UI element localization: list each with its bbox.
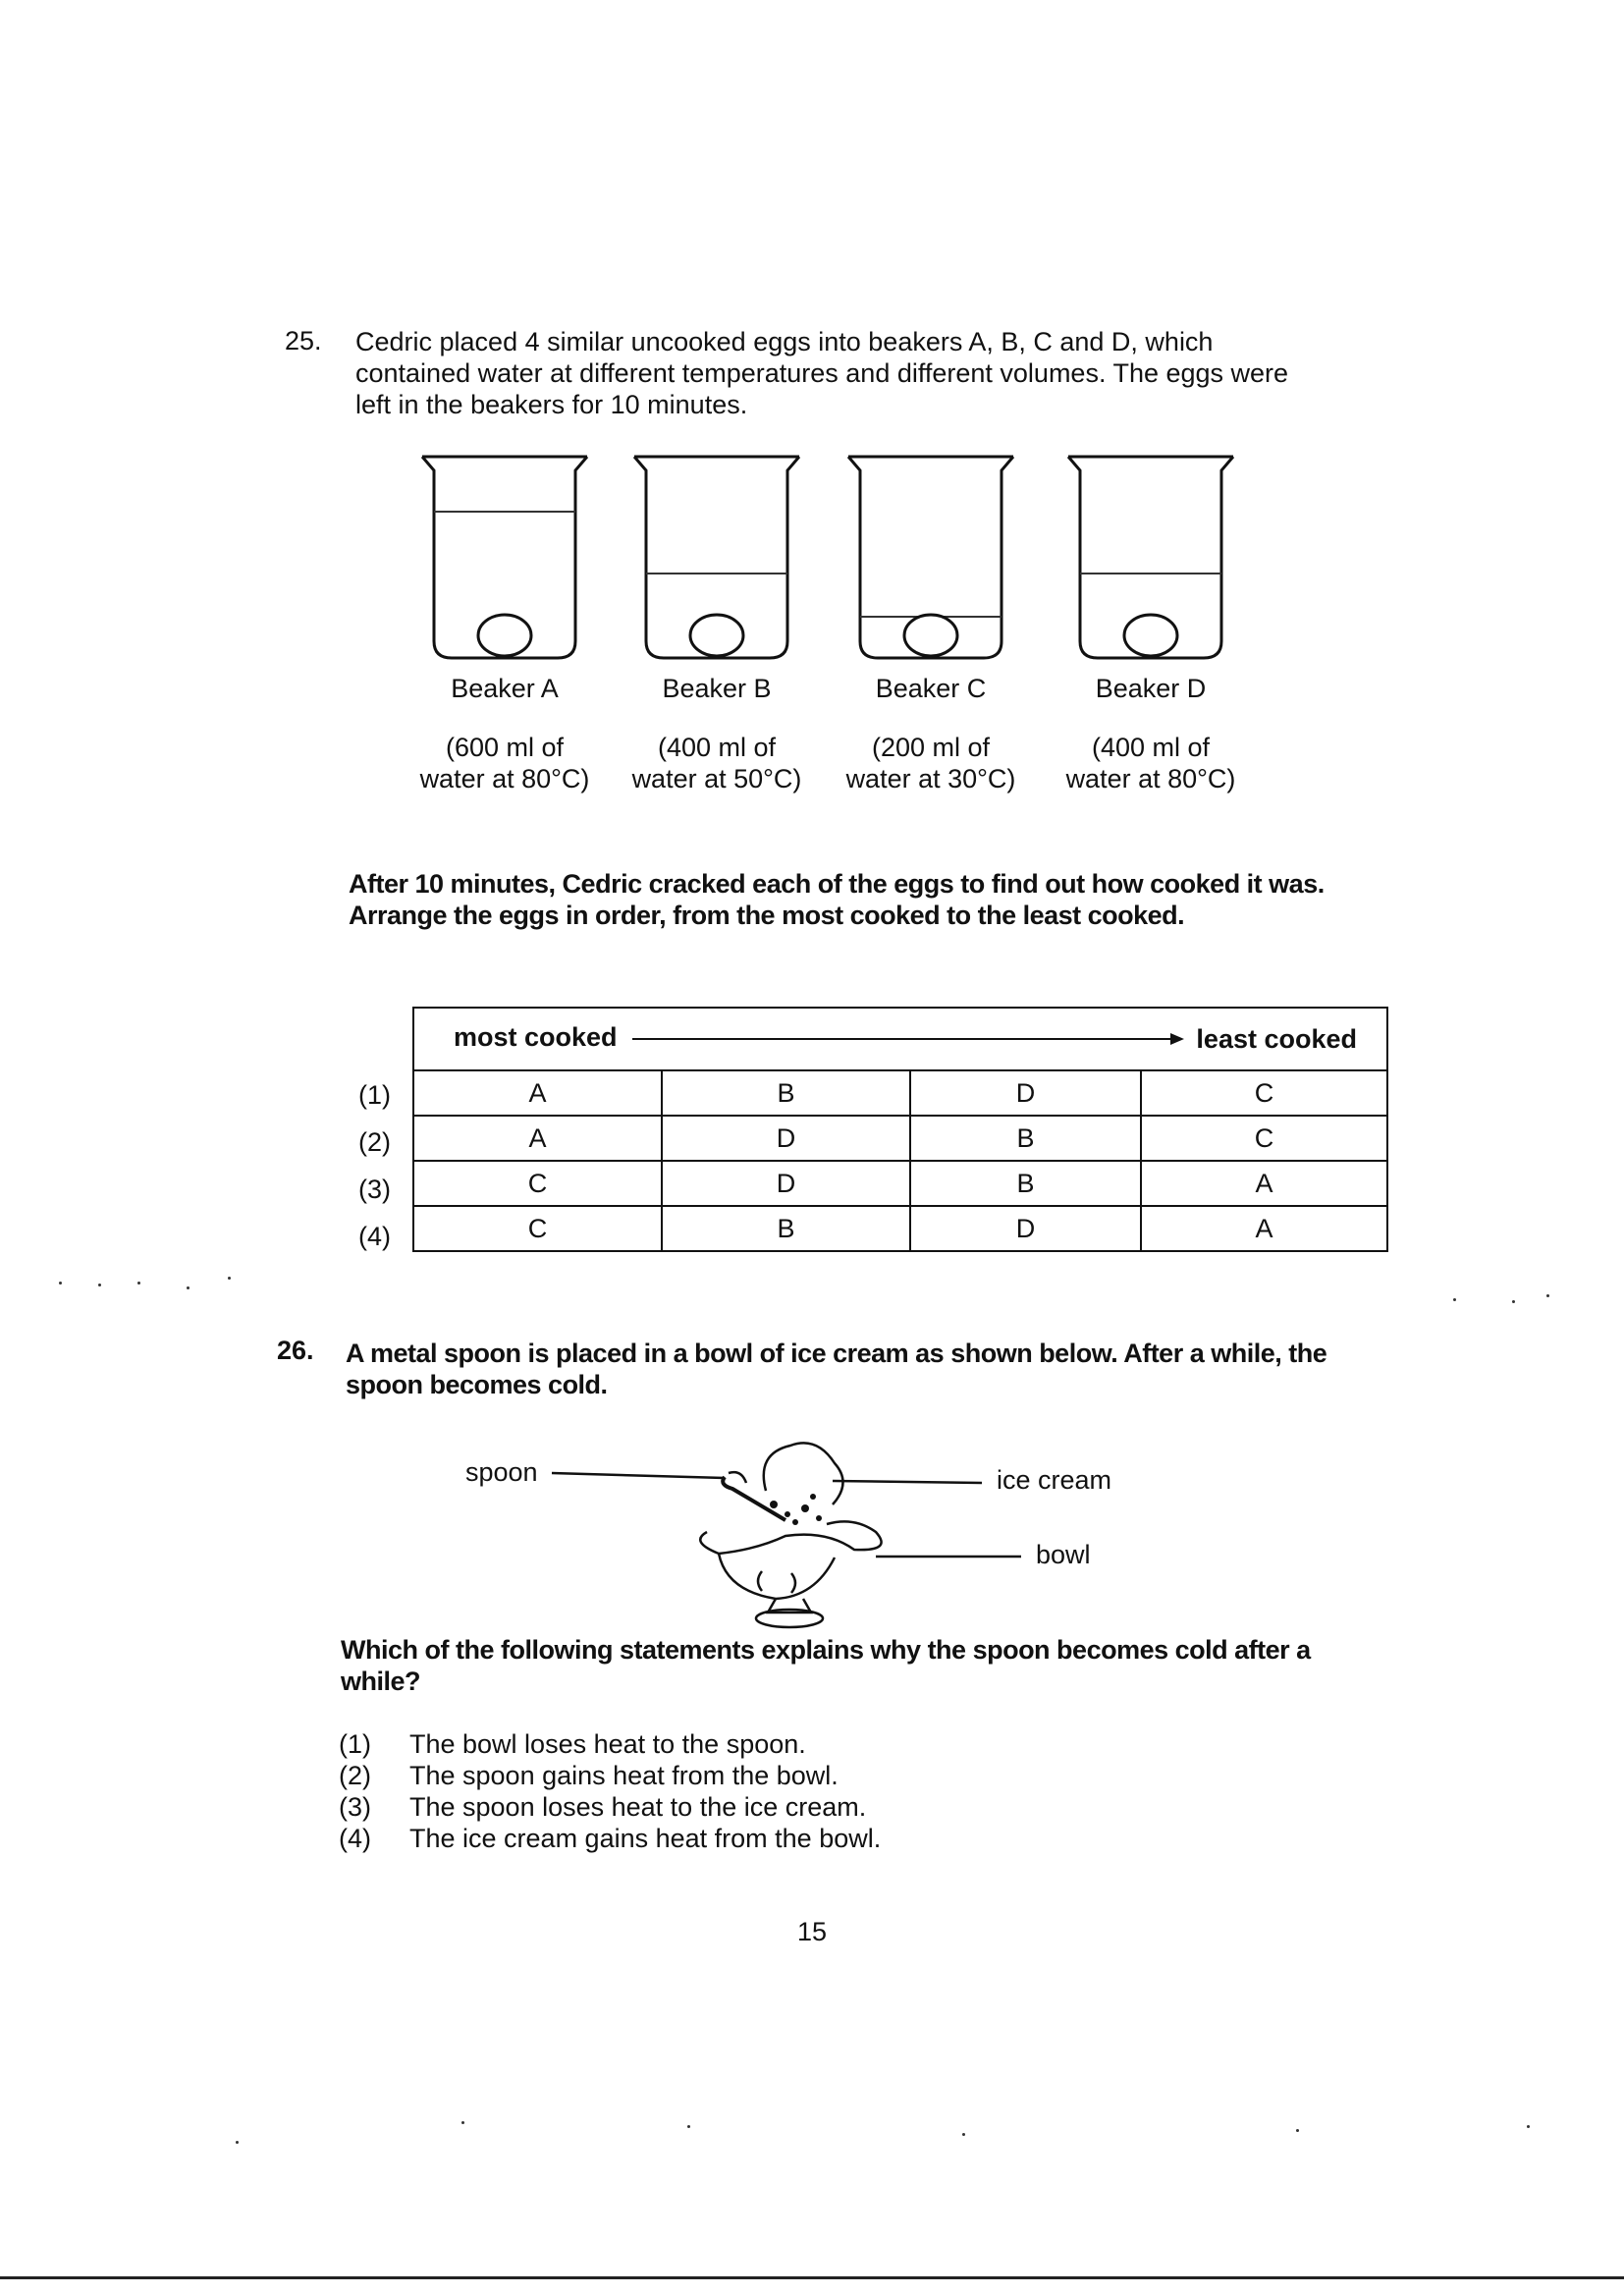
beaker-temperature: water at 80°C) xyxy=(1065,764,1236,793)
scan-speck xyxy=(59,1282,62,1285)
table-cell: A xyxy=(1141,1206,1387,1251)
scan-speck xyxy=(461,2121,464,2124)
option-label: (1) xyxy=(358,1080,391,1110)
table-row[interactable] xyxy=(413,1161,1387,1206)
beaker-description xyxy=(619,732,815,794)
table-cell: C xyxy=(413,1206,662,1251)
least-cooked-label: least cooked xyxy=(1196,1024,1357,1054)
q26-number: 26. xyxy=(277,1336,314,1365)
egg-icon xyxy=(904,615,957,656)
q25-instruction-line: Arrange the eggs in order, from the most cooked to the least cooked. xyxy=(349,901,1185,930)
scan-speck xyxy=(187,1286,189,1289)
q25-instruction-line: After 10 minutes, Cedric cracked each of the eggs to find out how cooked it was. xyxy=(349,869,1325,899)
q25-text xyxy=(355,326,1396,420)
q26-options xyxy=(339,1728,881,1854)
option-labels xyxy=(358,1073,391,1262)
beaker-volume: (600 ml of xyxy=(445,733,565,762)
scan-speck xyxy=(1296,2129,1299,2132)
table-header-row xyxy=(413,1008,1387,1070)
option-label: (2) xyxy=(358,1127,391,1157)
table-cell: C xyxy=(1141,1070,1387,1116)
ice-cream-bowl-diagram xyxy=(461,1434,1149,1630)
scan-speck xyxy=(1453,1298,1456,1301)
beaker-d-icon xyxy=(1062,447,1239,668)
option-text: The spoon gains heat from the bowl. xyxy=(409,1761,839,1790)
table-cell: C xyxy=(413,1161,662,1206)
option-text: The spoon loses heat to the ice cream. xyxy=(409,1792,867,1822)
table-cell: B xyxy=(662,1070,910,1116)
beaker-a-icon xyxy=(416,447,593,668)
option-text: The ice cream gains heat from the bowl. xyxy=(409,1824,882,1853)
beaker-volume: (200 ml of xyxy=(871,733,991,762)
scan-speck xyxy=(98,1284,101,1286)
option-number: (4) xyxy=(339,1824,371,1853)
bowl-label: bowl xyxy=(1036,1540,1091,1569)
scan-speck xyxy=(228,1277,231,1280)
q25-number: 25. xyxy=(285,326,322,355)
q25-line: contained water at different temperatures and different volumes. The eggs were xyxy=(355,358,1289,388)
beaker-name: Beaker B xyxy=(662,674,772,703)
scan-speck xyxy=(236,2141,239,2144)
beaker-temperature: water at 80°C) xyxy=(419,764,590,793)
beaker-volume: (400 ml of xyxy=(1091,733,1211,762)
scan-speck xyxy=(137,1282,140,1285)
beaker-description xyxy=(1053,732,1249,794)
option-label: (3) xyxy=(358,1175,391,1204)
ice-cream-bowl-icon xyxy=(461,1434,1149,1630)
q26-question-line: Which of the following statements explains why the spoon becomes cold after a xyxy=(341,1635,1311,1665)
egg-icon xyxy=(690,615,743,656)
arrow-right-icon xyxy=(632,1038,1180,1040)
q25-instruction xyxy=(349,868,1409,931)
table-row[interactable] xyxy=(413,1070,1387,1116)
scan-speck xyxy=(687,2125,690,2128)
beaker-c xyxy=(833,447,1029,794)
beaker-temperature: water at 50°C) xyxy=(631,764,802,793)
beaker-name: Beaker A xyxy=(451,674,559,703)
q26-question xyxy=(341,1634,1421,1697)
beaker-name: Beaker D xyxy=(1095,674,1207,703)
egg-icon xyxy=(1124,615,1177,656)
q26-question-line: while? xyxy=(341,1667,421,1696)
scan-speck xyxy=(1546,1294,1549,1297)
option-item[interactable] xyxy=(339,1791,881,1823)
option-label: (4) xyxy=(358,1222,391,1251)
table-cell: D xyxy=(662,1116,910,1161)
q25-line: left in the beakers for 10 minutes. xyxy=(355,390,748,419)
option-item[interactable] xyxy=(339,1728,881,1760)
beaker-a xyxy=(406,447,603,794)
egg-icon xyxy=(478,615,531,656)
page-bottom-edge xyxy=(0,2276,1624,2279)
table-cell: A xyxy=(413,1070,662,1116)
beaker-b-icon xyxy=(628,447,805,668)
q25-line: Cedric placed 4 similar uncooked eggs into beakers A, B, C and D, which xyxy=(355,327,1214,356)
spoon-label: spoon xyxy=(465,1457,538,1487)
beaker-description xyxy=(833,732,1029,794)
option-text: The bowl loses heat to the spoon. xyxy=(409,1729,806,1759)
option-number: (2) xyxy=(339,1761,371,1790)
answer-options-table xyxy=(412,1007,1388,1252)
table-cell: A xyxy=(413,1116,662,1161)
table-cell: D xyxy=(662,1161,910,1206)
beaker-c-icon xyxy=(842,447,1019,668)
table-cell: B xyxy=(910,1116,1141,1161)
q26-text xyxy=(346,1338,1416,1400)
scan-speck xyxy=(1512,1300,1515,1303)
beaker-description xyxy=(406,732,603,794)
table-row[interactable] xyxy=(413,1116,1387,1161)
table-header xyxy=(413,1008,1387,1070)
beaker-diagram xyxy=(393,447,1276,820)
table-cell: B xyxy=(662,1206,910,1251)
table-cell: D xyxy=(910,1206,1141,1251)
table-cell: D xyxy=(910,1070,1141,1116)
q26-line: A metal spoon is placed in a bowl of ice cream as shown below. After a while, the xyxy=(346,1339,1327,1368)
beaker-name: Beaker C xyxy=(875,674,987,703)
table-cell: B xyxy=(910,1161,1141,1206)
page-number: 15 xyxy=(796,1917,828,1946)
most-cooked-label: most cooked xyxy=(454,1022,618,1052)
scan-speck xyxy=(962,2133,965,2136)
ice-cream-label: ice cream xyxy=(997,1465,1112,1495)
option-number: (3) xyxy=(339,1792,371,1822)
beaker-b xyxy=(619,447,815,794)
option-item[interactable] xyxy=(339,1760,881,1791)
beaker-temperature: water at 30°C) xyxy=(845,764,1016,793)
table-cell: C xyxy=(1141,1116,1387,1161)
beaker-d xyxy=(1053,447,1249,794)
beaker-volume: (400 ml of xyxy=(657,733,777,762)
table-row[interactable] xyxy=(413,1206,1387,1251)
table-cell: A xyxy=(1141,1161,1387,1206)
scan-speck xyxy=(1527,2125,1530,2128)
q26-line: spoon becomes cold. xyxy=(346,1370,608,1399)
option-number: (1) xyxy=(339,1729,371,1759)
option-item[interactable] xyxy=(339,1823,881,1854)
